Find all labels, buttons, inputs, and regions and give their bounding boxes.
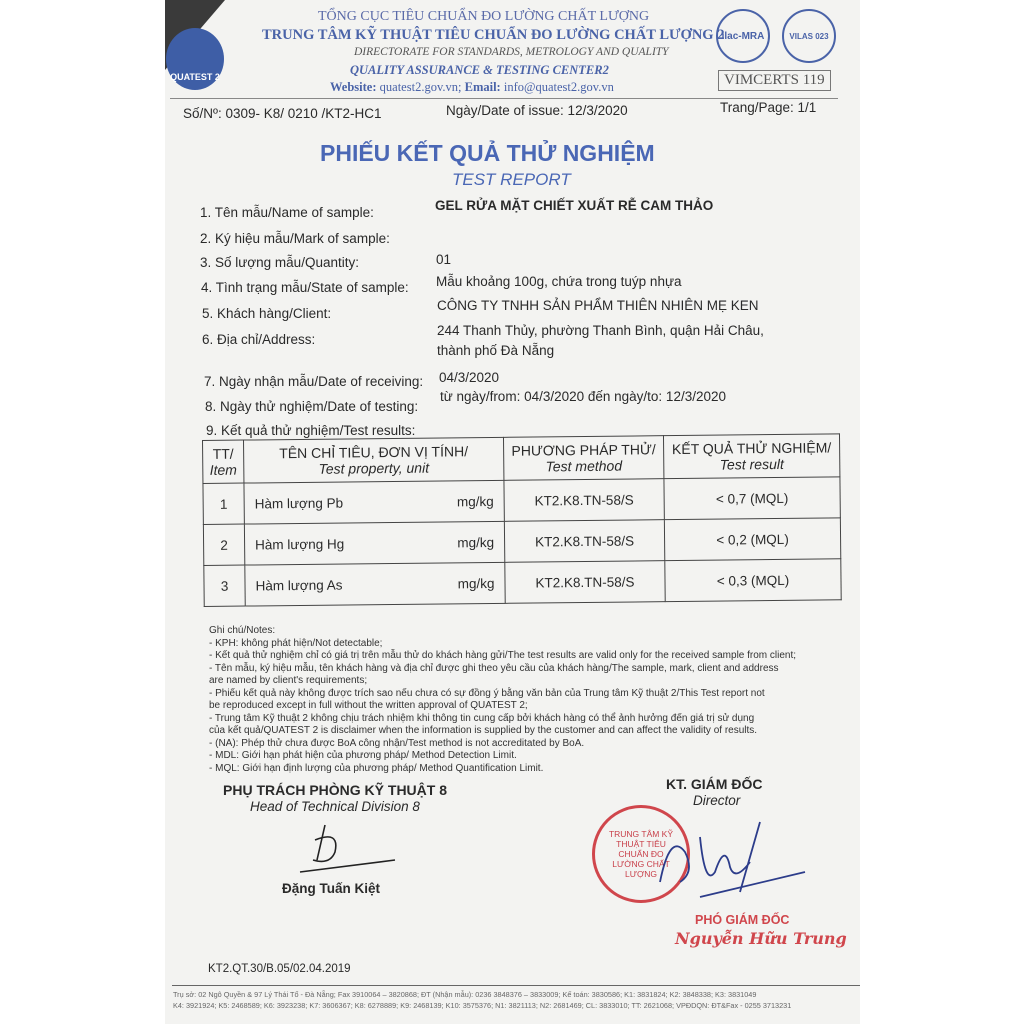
cell-item: 2 bbox=[203, 524, 244, 565]
note-line: của kết quả/QUATEST 2 is disclaimer when the information is supplied by the customer and can affect the validity of results. bbox=[209, 725, 758, 736]
right-signer-subtitle: Director bbox=[693, 793, 741, 808]
results-table bbox=[202, 433, 842, 607]
left-signature bbox=[295, 820, 405, 878]
th-property-en: Test property, unit bbox=[318, 459, 430, 477]
cell-item: 1 bbox=[203, 483, 244, 524]
report-subtitle: TEST REPORT bbox=[452, 170, 571, 189]
field-label-client: 5. Khách hàng/Client: bbox=[202, 306, 332, 321]
right-signer-role: PHÓ GIÁM ĐỐC bbox=[695, 913, 790, 927]
email-label: Email: bbox=[464, 80, 501, 94]
cell-method: KT2.K8.TN-58/S bbox=[504, 479, 664, 522]
cell-result: < 0,3 (MQL) bbox=[665, 559, 841, 602]
cell-property: Hàm lượng As bbox=[255, 577, 343, 593]
cell-method: KT2.K8.TN-58/S bbox=[504, 520, 664, 563]
cell-item: 3 bbox=[204, 565, 245, 606]
report-number: Số/Nº: 0309- K8/ 0210 /KT2-HC1 bbox=[183, 106, 382, 121]
vimcerts-label: VIMCERTS 119 bbox=[718, 70, 831, 91]
vilas-badge: VILAS 023 bbox=[782, 9, 836, 63]
note-line: are named by client's requirements; bbox=[209, 675, 368, 686]
table-row bbox=[204, 559, 841, 607]
org-line-2: TRUNG TÂM KỸ THUẬT TIÊU CHUẨN ĐO LƯỜNG CHẤT LƯỢNG 2 bbox=[262, 27, 725, 43]
issue-date: Ngày/Date of issue: 12/3/2020 bbox=[446, 103, 628, 118]
cell-method: KT2.K8.TN-58/S bbox=[505, 561, 665, 604]
cell-result: < 0,7 (MQL) bbox=[664, 477, 840, 520]
footer-line-1: Trụ sở: 02 Ngô Quyền & 97 Lý Thái Tổ - Đà Nẵng; Fax 3910064 – 3820868; ĐT (Nhận mẫu): 0236 3848376 – 3833009; Kế toán: 3830586; K1: 3831824; K2: 3848338; K3: 3831049 bbox=[173, 990, 757, 999]
form-code: KT2.QT.30/B.05/02.04.2019 bbox=[208, 963, 351, 975]
right-signature bbox=[640, 812, 810, 902]
website-label: Website: bbox=[330, 80, 377, 94]
table-header bbox=[203, 434, 840, 484]
note-line: - Tên mẫu, ký hiệu mẫu, tên khách hàng và địa chỉ được ghi theo yêu cầu của khách hàng/The sample, mark, client and address bbox=[209, 662, 779, 674]
field-label-results: 9. Kết quả thử nghiệm/Test results: bbox=[206, 423, 416, 438]
field-value-quantity: 01 bbox=[436, 252, 452, 267]
field-label-quantity: 3. Số lượng mẫu/Quantity: bbox=[200, 255, 359, 270]
page-number: Trang/Page: 1/1 bbox=[720, 100, 817, 115]
email: info@quatest2.gov.vn bbox=[503, 80, 614, 94]
contact-line bbox=[330, 80, 614, 95]
th-result-en: Test result bbox=[719, 455, 784, 473]
note-line: - Phiếu kết quả này không được trích sao nếu chưa có sự đồng ý bằng văn bản của Trung tâm Kỹ thuật 2/This Test report not bbox=[209, 687, 765, 699]
cell-unit: mg/kg bbox=[457, 534, 495, 550]
org-line-1: TỔNG CỤC TIÊU CHUẨN ĐO LƯỜNG CHẤT LƯỢNG bbox=[318, 9, 650, 24]
note-line: - Trung tâm Kỹ thuật 2 không chịu trách nhiệm khi thông tin cung cấp bởi khách hàng có thể ảnh hưởng đến giá trị sử dụng bbox=[209, 712, 755, 724]
field-label-name: 1. Tên mẫu/Name of sample: bbox=[200, 205, 374, 220]
th-item-en: Item bbox=[209, 461, 238, 478]
quatest-logo: QUATEST 2 bbox=[166, 28, 224, 90]
note-line: - MQL: Giới hạn định lượng của phương pháp/ Method Quantification Limit. bbox=[209, 762, 544, 774]
footer-divider bbox=[172, 985, 860, 986]
website: quatest2.gov.vn; bbox=[379, 80, 462, 94]
field-value-client: CÔNG TY TNHH SẢN PHẨM THIÊN NHIÊN MẸ KEN bbox=[437, 298, 759, 313]
left-signer-name: Đặng Tuấn Kiệt bbox=[282, 881, 381, 896]
right-signer-name: Nguyễn Hữu Trung bbox=[675, 929, 847, 948]
table-row bbox=[203, 518, 840, 566]
notes bbox=[209, 625, 796, 775]
cell-property: Hàm lượng Pb bbox=[254, 495, 344, 511]
field-value-name: GEL RỬA MẶT CHIẾT XUẤT RỄ CAM THẢO bbox=[435, 198, 714, 213]
cell-property: Hàm lượng Hg bbox=[255, 536, 345, 552]
cell-result: < 0,2 (MQL) bbox=[664, 518, 840, 561]
th-property: TÊN CHỈ TIÊU, ĐƠN VỊ TÍNH/ bbox=[279, 443, 469, 462]
note-line: - KPH: không phát hiện/Not detectable; bbox=[209, 637, 383, 649]
note-line: - Kết quả thử nghiệm chỉ có giá trị trên mẫu thử do khách hàng gửi/The test results are valid only for the received sample from client; bbox=[209, 650, 797, 661]
field-label-testing: 8. Ngày thử nghiệm/Date of testing: bbox=[205, 399, 419, 414]
header-divider bbox=[170, 98, 838, 99]
notes-title: Ghi chú/Notes: bbox=[209, 625, 276, 636]
th-method-en: Test method bbox=[545, 457, 623, 475]
th-method: PHƯƠNG PHÁP THỬ/ bbox=[511, 441, 656, 459]
field-label-state: 4. Tình trạng mẫu/State of sample: bbox=[201, 280, 409, 295]
field-value-testing: từ ngày/from: 04/3/2020 đến ngày/to: 12/3/2020 bbox=[440, 389, 726, 404]
cell-unit: mg/kg bbox=[457, 575, 495, 591]
field-value-receiving: 04/3/2020 bbox=[439, 370, 500, 385]
field-value-state: Mẫu khoảng 100g, chứa trong tuýp nhựa bbox=[436, 274, 682, 289]
field-label-mark: 2. Ký hiệu mẫu/Mark of sample: bbox=[200, 231, 390, 246]
table-row bbox=[203, 477, 840, 525]
note-line: - MDL: Giới hạn phát hiện của phương pháp/ Method Detection Limit. bbox=[209, 750, 517, 761]
official-stamp: TRUNG TÂM KỸ THUẬT TIÊU CHUẨN ĐO LƯỜNG CHẤT LƯỢNG bbox=[592, 805, 690, 903]
field-value-address: 244 Thanh Thủy, phường Thanh Bình, quận Hải Châu, bbox=[437, 323, 764, 338]
org-line-3: DIRECTORATE FOR STANDARDS, METROLOGY AND QUALITY bbox=[354, 46, 669, 58]
field-label-address: 6. Địa chỉ/Address: bbox=[202, 332, 316, 347]
th-item: TT/ bbox=[212, 445, 234, 462]
left-signer-title: PHỤ TRÁCH PHÒNG KỸ THUẬT 8 bbox=[223, 782, 448, 798]
note-line: be reproduced except in full without the written approval of QUATEST 2; bbox=[209, 700, 528, 711]
report-title: PHIẾU KẾT QUẢ THỬ NGHIỆM bbox=[320, 140, 655, 166]
footer-line-2: K4: 3921924; K5: 2468589; K6: 3923238; K7: 3606367; K8: 6278889; K9: 2468139; K10: 3575376; N1: 3821113; N2: 2681469; CL: 3833010; TT: 2621068; VPĐDQN: ĐT&Fax - 0255 3713231 bbox=[173, 1001, 792, 1010]
org-line-4: QUALITY ASSURANCE & TESTING CENTER2 bbox=[350, 63, 609, 77]
th-result: KẾT QUẢ THỬ NGHIỆM/ bbox=[671, 439, 832, 458]
ilac-mra-badge: ilac-MRA bbox=[716, 9, 770, 63]
note-line: - (NA): Phép thử chưa được BoA công nhận/Test method is not accreditated by BoA. bbox=[209, 737, 585, 749]
left-signer-subtitle: Head of Technical Division 8 bbox=[250, 799, 420, 814]
right-signer-title: KT. GIÁM ĐỐC bbox=[666, 776, 763, 792]
field-label-receiving: 7. Ngày nhận mẫu/Date of receiving: bbox=[204, 374, 424, 389]
cell-unit: mg/kg bbox=[456, 493, 494, 509]
field-value-address-2: thành phố Đà Nẵng bbox=[437, 343, 555, 358]
